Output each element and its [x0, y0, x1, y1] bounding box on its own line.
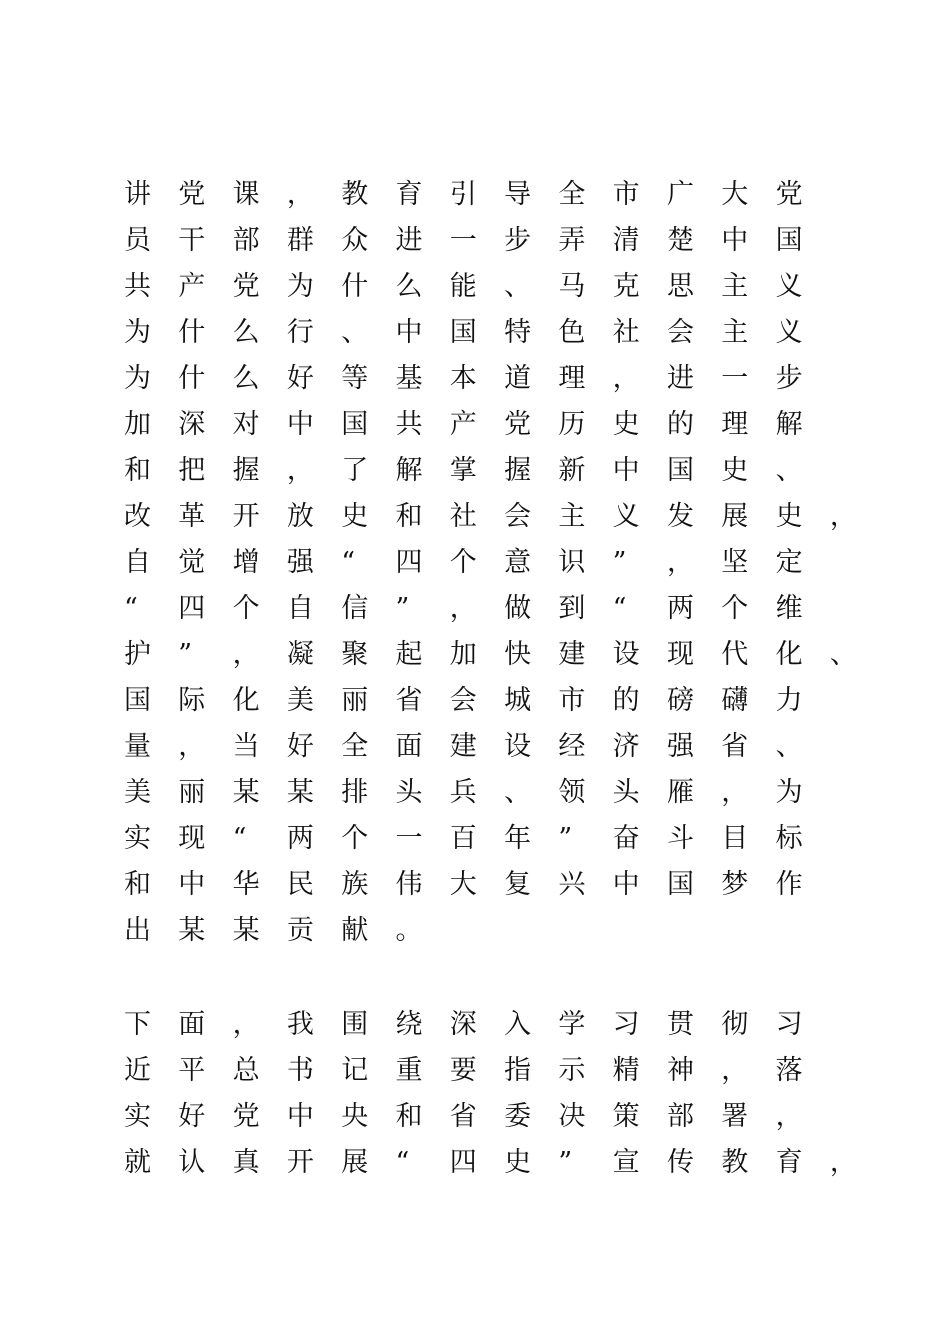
text-line: 共 产 党 为 什 么 能 、 马 克 思 主 义 [124, 271, 803, 302]
paragraph-2 [124, 1002, 857, 1186]
text-line: 美 丽 某 某 排 头 兵 、 领 头 雁 ， 为 [124, 777, 803, 808]
text-line: 下 面 ， 我 围 绕 深 入 学 习 贯 彻 习 [124, 1009, 803, 1040]
text-line: 就 认 真 开 展 “ 四 史 ” 宣 传 教 育 ， [124, 1147, 857, 1178]
text-line: 改 革 开 放 史 和 社 会 主 义 发 展 史 ， [124, 501, 857, 532]
text-line: 实 现 “ 两 个 一 百 年 ” 奋 斗 目 标 [124, 823, 803, 854]
text-line: 近 平 总 书 记 重 要 指 示 精 神 ， 落 [124, 1055, 803, 1086]
text-line: 为 什 么 好 等 基 本 道 理 ， 进 一 步 [124, 363, 803, 394]
text-line: 量 ， 当 好 全 面 建 设 经 济 强 省 、 [124, 731, 803, 762]
paragraph-1 [124, 172, 857, 954]
text-line: 加 深 对 中 国 共 产 党 历 史 的 理 解 [124, 409, 803, 440]
text-line: 自 觉 增 强 “ 四 个 意 识 ” ， 坚 定 [124, 547, 803, 578]
text-line: 员 干 部 群 众 进 一 步 弄 清 楚 中 国 [124, 225, 803, 256]
text-line: 讲 党 课 ， 教 育 引 导 全 市 广 大 党 [124, 179, 803, 210]
text-line: 和 中 华 民 族 伟 大 复 兴 中 国 梦 作 [124, 869, 803, 900]
text-line: 国 际 化 美 丽 省 会 城 市 的 磅 礴 力 [124, 685, 803, 716]
text-line: 护 ” ， 凝 聚 起 加 快 建 设 现 代 化 、 [124, 639, 857, 670]
text-line: “ 四 个 自 信 ” ， 做 到 “ 两 个 维 [124, 593, 803, 624]
text-line: 出 某 某 贡 献 。 [124, 915, 423, 946]
text-line: 为 什 么 行 、 中 国 特 色 社 会 主 义 [124, 317, 803, 348]
text-line: 和 把 握 ， 了 解 掌 握 新 中 国 史 、 [124, 455, 803, 486]
text-line: 实 好 党 中 央 和 省 委 决 策 部 署 ， [124, 1101, 803, 1132]
